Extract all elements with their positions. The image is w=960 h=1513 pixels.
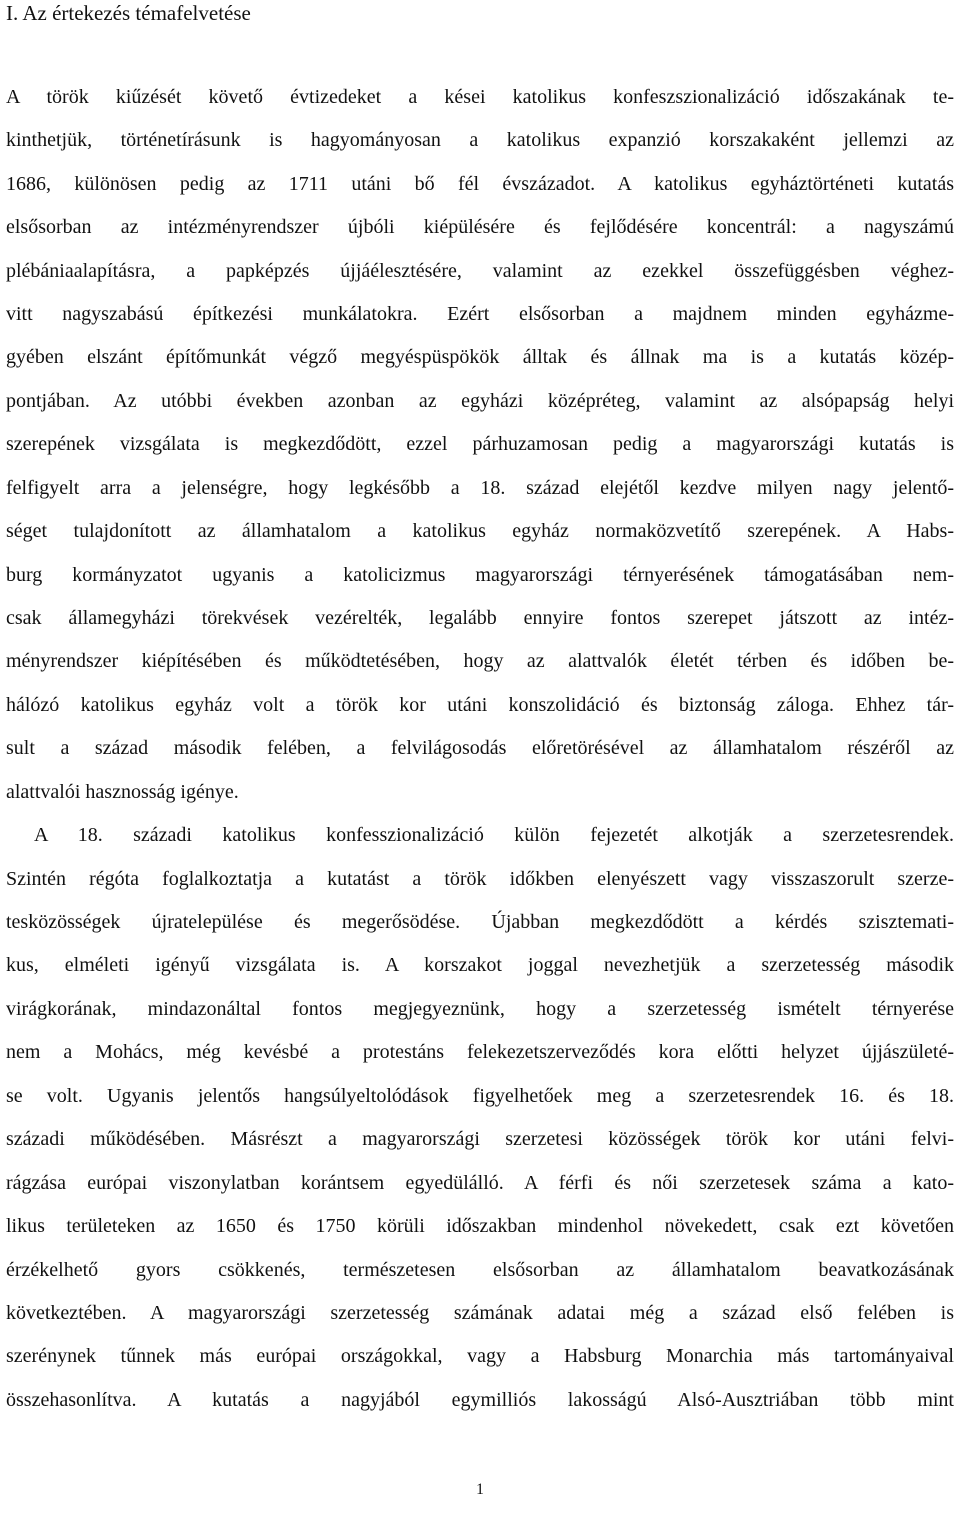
text-line: nem a Mohács, még kevésbé a protestáns felekezetszerveződés kora előtti helyzet újjászületé-	[6, 1041, 954, 1063]
text-line: pontjában. Az utóbbi években azonban az egyházi középréteg, valamint az alsópapság helyi	[6, 390, 954, 412]
text-line: szerénynek tűnnek más európai országokkal, vagy a Habsburg Monarchia más tartományaival	[6, 1345, 954, 1367]
text-line: hálózó katolikus egyház volt a török kor utáni konszolidáció és biztonság záloga. Ehhez tár-	[6, 694, 954, 716]
text-line: tesközösségek újratelepülése és megerősödése. Újabban megkezdődött a kérdés szisztemati-	[6, 911, 954, 933]
text-line: rágzása európai viszonylatban korántsem egyedülálló. A férfi és női szerzetesek száma a kato-	[6, 1172, 954, 1194]
text-line: burg kormányzatot ugyanis a katolicizmus magyarországi térnyerésének támogatásában nem-	[6, 564, 954, 586]
text-line: szerepének vizsgálata is megkezdődött, ezzel párhuzamosan pedig a magyarországi kutatás is	[6, 433, 954, 455]
text-line: gyében elszánt építőmunkát végző megyéspüspökök álltak és állnak ma is a kutatás közép-	[6, 346, 954, 368]
text-line: csak államegyházi törekvések vezérelték, legalább ennyire fontos szerepet játszott az intéz-	[6, 607, 954, 629]
text-line: A 18. századi katolikus konfesszionalizáció külön fejezetét alkotják a szerzetesrendek.	[34, 824, 954, 846]
text-line: felfigyelt arra a jelenségre, hogy legkésőbb a 18. század elejétől kezdve milyen nagy jelentő-	[6, 477, 954, 499]
text-line: elsősorban az intézményrendszer újbóli kiépülésére és fejlődésére koncentrál: a nagyszámú	[6, 216, 954, 238]
text-line: kus, elméleti igényű vizsgálata is. A korszakot joggal nevezhetjük a szerzetesség második	[6, 954, 954, 976]
text-line: virágkorának, mindazonáltal fontos megjegyeznünk, hogy a szerzetesség ismételt térnyerése	[6, 998, 954, 1020]
text-line: plébániaalapításra, a papképzés újjáélesztésére, valamint az ezekkel összefüggésben véghez-	[6, 260, 954, 282]
section-heading: I. Az értekezés témafelvetése	[6, 1, 251, 25]
text-line: Szintén régóta foglalkoztatja a kutatást a török időkben elenyészett vagy visszaszorult szerze-	[6, 868, 954, 890]
text-line: 1686, különösen pedig az 1711 utáni bő fél évszázadot. A katolikus egyháztörténeti kutatás	[6, 173, 954, 195]
text-line: ményrendszer kiépítésében és működtetésében, hogy az alattvalók életét térben és időben be-	[6, 650, 954, 672]
text-line: likus területeken az 1650 és 1750 körüli időszakban mindenhol növekedett, csak ezt követően	[6, 1215, 954, 1237]
text-line: A török kiűzését követő évtizedeket a kései katolikus konfeszszionalizáció időszakának te-	[6, 86, 954, 108]
text-line: séget tulajdonított az államhatalom a katolikus egyház normaközvetítő szerepének. A Habs-	[6, 520, 954, 542]
text-line: sult a század második felében, a felvilágosodás előretörésével az államhatalom részéről az	[6, 737, 954, 759]
text-line: századi működésében. Másrészt a magyarországi szerzetesi közösségek török kor utáni felvi-	[6, 1128, 954, 1150]
text-line: alattvalói hasznosság igénye.	[6, 781, 239, 803]
page-number: 1	[476, 1481, 484, 1498]
text-line: se volt. Ugyanis jelentős hangsúlyeltolódások figyelhetőek meg a szerzetesrendek 16. és 18.	[6, 1085, 954, 1107]
text-line: kinthetjük, történetírásunk is hagyományosan a katolikus expanzió korszakaként jellemzi az	[6, 129, 954, 151]
text-line: következtében. A magyarországi szerzetesség számának adatai még a század első felében is	[6, 1302, 954, 1324]
text-line: érzékelhető gyors csökkenés, természetesen elsősorban az államhatalom beavatkozásának	[6, 1259, 954, 1281]
text-line: összehasonlítva. A kutatás a nagyjából egymilliós lakosságú Alsó-Ausztriában több mint	[6, 1389, 954, 1411]
text-line: vitt nagyszabású építkezési munkálatokra. Ezért elsősorban a majdnem minden egyházme-	[6, 303, 954, 325]
